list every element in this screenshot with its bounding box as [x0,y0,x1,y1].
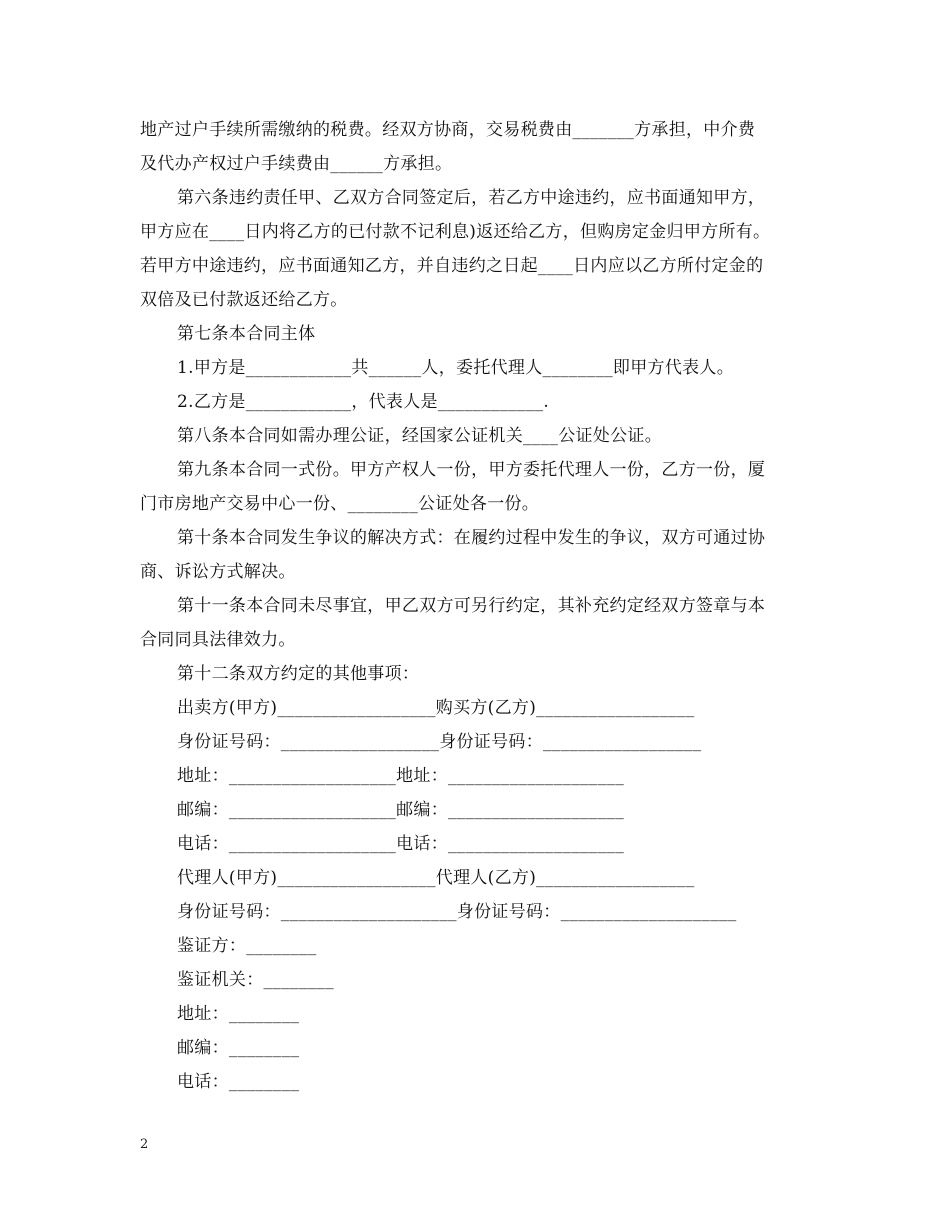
signature-line: 邮编：___________________邮编：____________________ [177,800,624,820]
page-number: 2 [140,1137,149,1152]
text-line: 第八条本合同如需办理公证，经国家公证机关____公证处公证。 [177,426,662,446]
text-line: 第十条本合同发生争议的解决方式：在履约过程中发生的争议，双方可通过协 [177,528,766,548]
text-line: 若甲方中途违约，应书面通知乙方，并自违约之日起____日内应以乙方所付定金的 [140,256,764,276]
signature-line: 邮编：________ [177,1038,300,1058]
signature-line: 地址：___________________地址：____________________ [177,766,624,786]
signature-line: 鉴证方：________ [177,936,317,956]
text-line: 地产过户手续所需缴纳的税费。经双方协商，交易税费由_______方承担，中介费 [140,120,756,140]
text-line: 门市房地产交易中心一份、________公证处各一份。 [140,494,540,514]
signature-line: 鉴证机关：________ [177,970,334,990]
text-line: 双倍及已付款返还给乙方。 [140,290,348,310]
contract-body [140,113,820,1099]
text-line: 合同同具法律效力。 [140,630,296,650]
text-line: 第九条本合同一式份。甲方产权人一份，甲方委托代理人一份，乙方一份，厦 [177,460,766,480]
signature-line: 代理人(甲方)__________________代理人(乙方)__________________ [177,868,695,888]
signature-line: 身份证号码：__________________身份证号码：__________________ [177,732,702,752]
signature-line: 身份证号码：____________________身份证号码：____________________ [177,902,737,922]
text-line: 第六条违约责任甲、乙双方合同签定后，若乙方中途违约，应书面通知甲方， [177,188,766,208]
text-line: 及代办产权过户手续费由______方承担。 [140,154,453,174]
text-line: 商、诉讼方式解决。 [140,562,296,582]
signature-line: 地址：________ [177,1004,300,1024]
signature-line: 出卖方(甲方)__________________购买方(乙方)__________________ [177,698,695,718]
text-line: 1.甲方是____________共______人，委托代理人________即甲方代表人。 [177,358,735,378]
section-heading: 第七条本合同主体 [177,324,316,344]
text-line: 甲方应在____日内将乙方的已付款不记利息)返还给乙方，但购房定金归甲方所有。 [140,222,771,242]
section-heading: 第十二条双方约定的其他事项： [177,664,420,684]
signature-line: 电话：________ [177,1072,300,1092]
signature-line: 电话：___________________电话：____________________ [177,834,624,854]
text-line: 第十一条本合同未尽事宜，甲乙双方可另行约定，其补充约定经双方签章与本 [177,596,766,616]
text-line: 2.乙方是____________，代表人是____________. [177,392,550,412]
